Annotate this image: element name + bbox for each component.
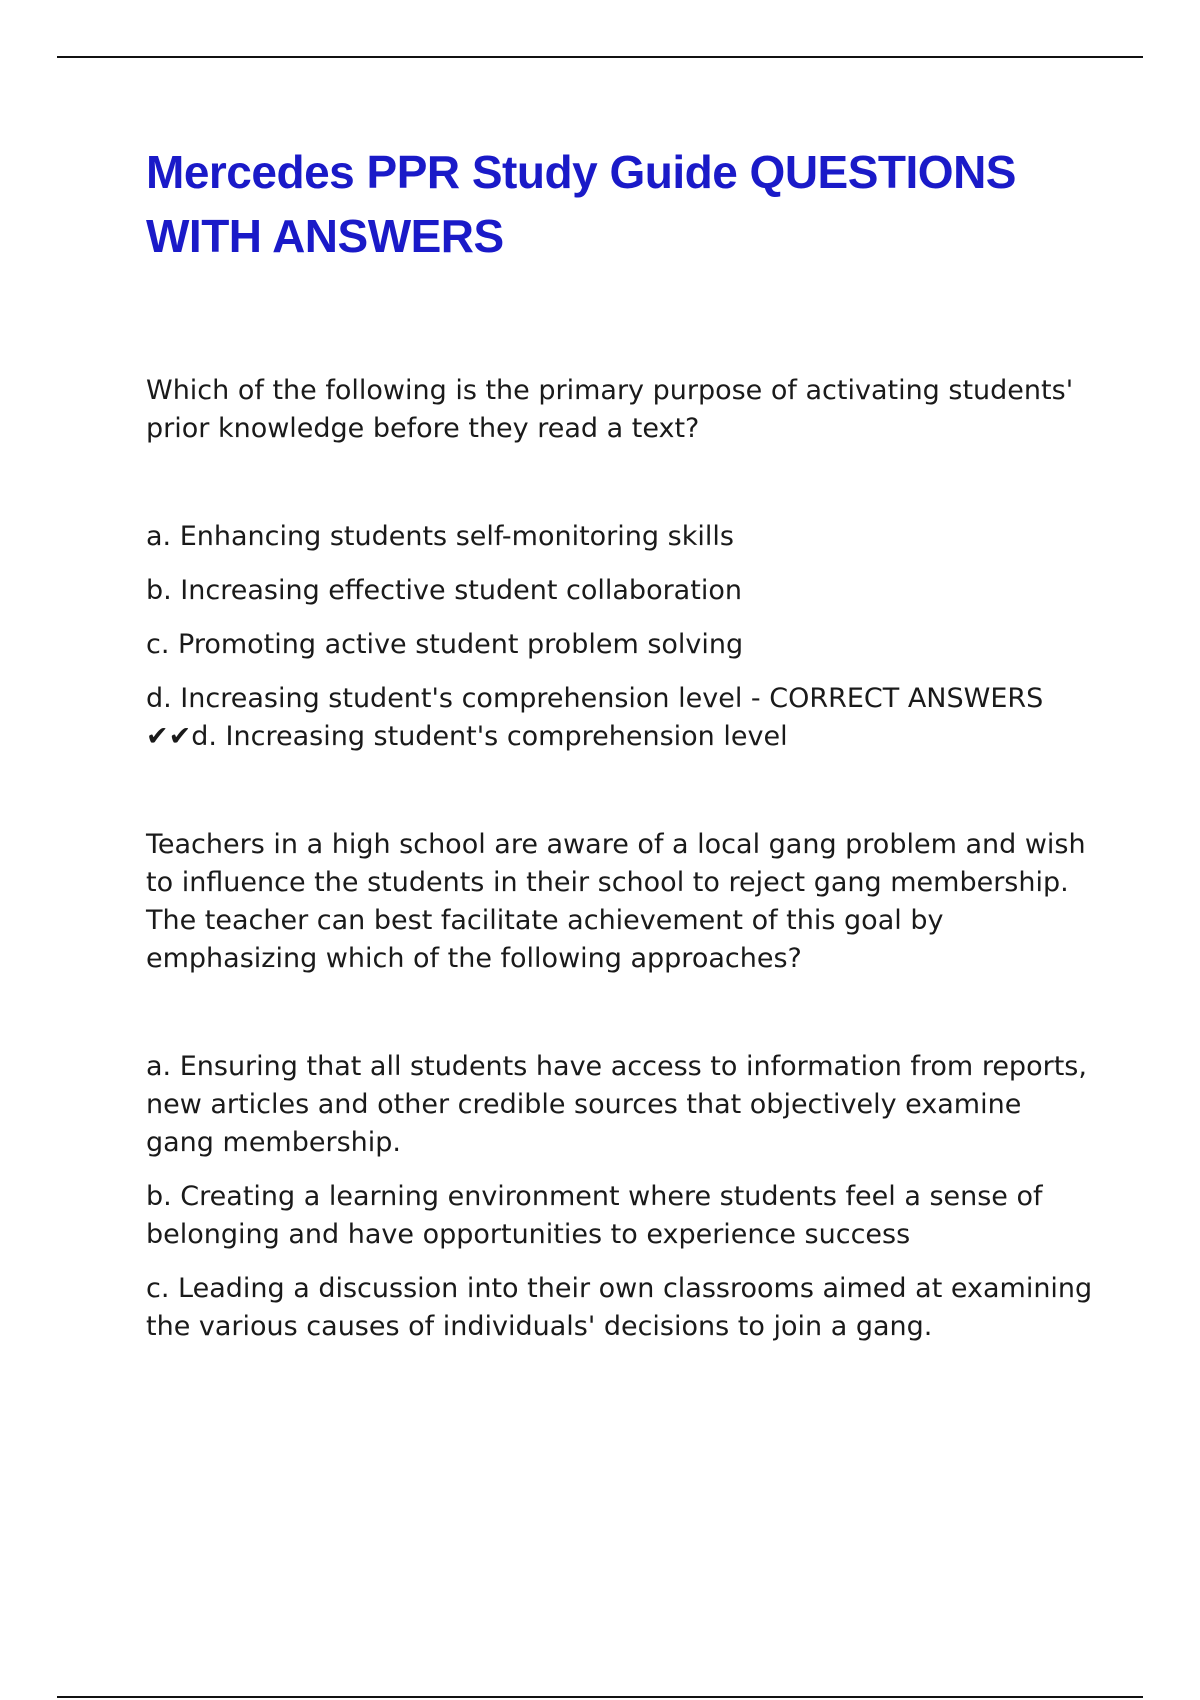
- question-2-option-c: c. Leading a discussion into their own classrooms aimed at examining the various causes of individuals' decisions to join a gang.: [146, 1273, 1093, 1342]
- question-1-options: [146, 518, 1096, 756]
- document-title: Mercedes PPR Study Guide QUESTIONS WITH ANSWERS: [146, 146, 1016, 262]
- document-body: [146, 140, 1096, 1346]
- bottom-rule: [57, 1696, 1143, 1698]
- question-1-option-d-with-answer: d. Increasing student's comprehension level - CORRECT ANSWERS ✔✔d. Increasing student's comprehension level: [146, 683, 1044, 752]
- question-2-option-a: a. Ensuring that all students have access to information from reports, new articles and other credible sources that objectively examine gang membership.: [146, 1051, 1087, 1158]
- question-1-option-c: c. Promoting active student problem solving: [146, 629, 744, 660]
- question-2-text: Teachers in a high school are aware of a local gang problem and wish to influence the students in their school to reject gang membership. The teacher can best facilitate achievement of this goal by emphasizing which of the following approaches?: [146, 829, 1086, 974]
- question-2-option-b: b. Creating a learning environment where students feel a sense of belonging and have opportunities to experience success: [146, 1181, 1043, 1250]
- question-1-option-b: b. Increasing effective student collaboration: [146, 575, 742, 606]
- question-1-option-a: a. Enhancing students self-monitoring skills: [146, 521, 734, 552]
- top-rule: [57, 56, 1143, 58]
- question-2-options: [146, 1048, 1096, 1346]
- question-1-text: Which of the following is the primary purpose of activating students' prior knowledge before they read a text?: [146, 375, 1074, 444]
